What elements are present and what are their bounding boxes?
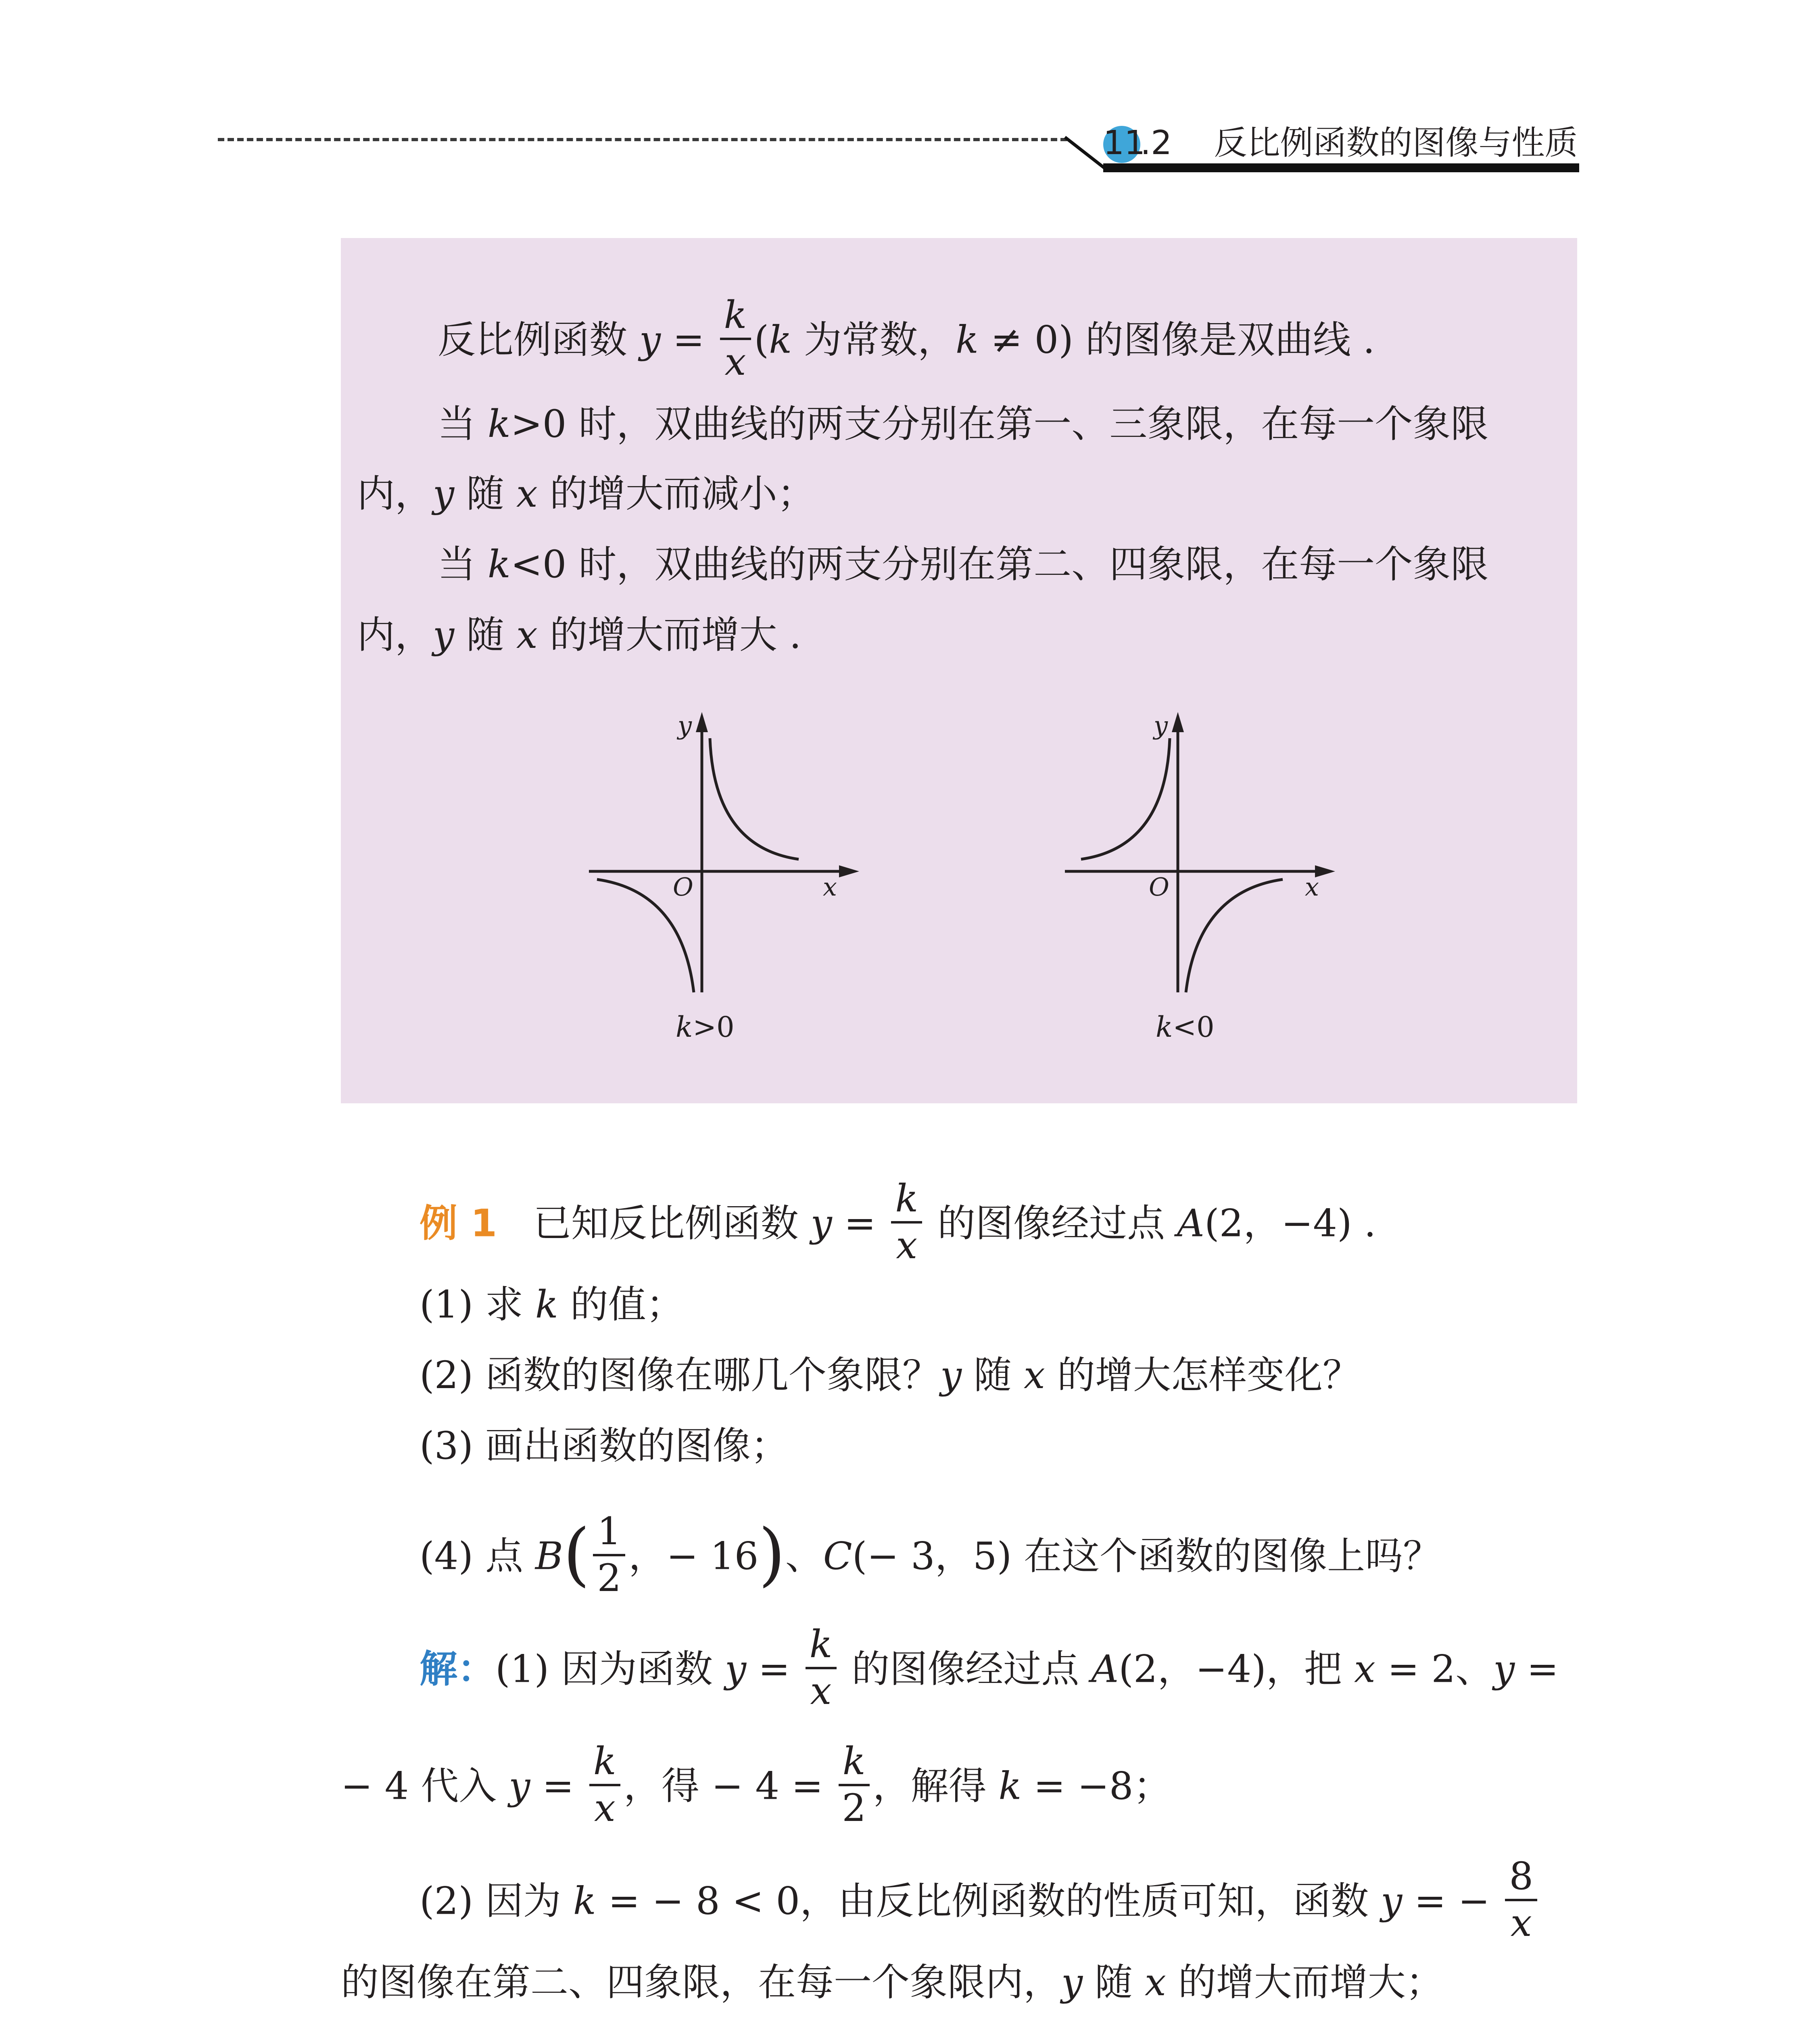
y-axis-label: y [1154, 711, 1168, 740]
x-axis-arrow [839, 865, 859, 877]
fraction-one-half: $\frac{1}{2}$ [593, 1513, 625, 1597]
x-axis-label: x [823, 872, 837, 902]
solution-label: 解： [420, 1647, 496, 1691]
x-axis-label: x [1305, 872, 1319, 902]
origin-label: O [1149, 872, 1169, 902]
fraction-8-over-x: $\frac{8}{x}$ [1505, 1858, 1537, 1942]
fraction-k-over-x: $\frac{k}{x}$ [720, 296, 751, 381]
summary-line-4: 当 k<0 时，双曲线的两支分别在第二、四象限，在每一个象限 [438, 543, 1489, 587]
fraction-k-over-x: $\frac{k}{x}$ [589, 1743, 620, 1827]
example-label: 例 1 [420, 1201, 497, 1246]
section-heading [1103, 119, 1578, 167]
summary-line-5: 内，y 随 x 的增大而增大 . [357, 613, 801, 657]
question-2: (2) 函数的图像在哪几个象限？y 随 x 的增大怎样变化？ [420, 1353, 1361, 1397]
fraction-k-over-x: $\frac{k}{x}$ [806, 1626, 837, 1710]
curve-quadrant-1 [710, 738, 799, 859]
section-number: 11 [1103, 124, 1146, 162]
section-title: 反比例函数的图像与性质 [1214, 124, 1578, 162]
graph-k-positive [581, 710, 871, 1041]
section-suffix: .2 [1140, 124, 1172, 162]
y-axis-label: y [678, 711, 692, 740]
solution-line-3: (2) 因为 k = − 8 < 0，由反比例函数的性质可知，函数 y = − $\frac{8}{x}$ [420, 1862, 1540, 1946]
header-dashed-rule [218, 138, 1067, 141]
summary-line-1: 反比例函数 y = $\frac{k}{x}$ (k 为常数，k ≠ 0) 的图像是双曲线 . [438, 293, 1375, 384]
fraction-k-over-x: $\frac{k}{x}$ [891, 1180, 922, 1265]
graph-caption: k<0 [1156, 1011, 1215, 1041]
graph-k-negative [1057, 710, 1347, 1041]
summary-line-2: 当 k>0 时，双曲线的两支分别在第一、三象限，在每一个象限 [438, 402, 1489, 446]
graph-caption: k>0 [676, 1011, 735, 1041]
solution-line-2: − 4 代入 y = $\frac{k}{x}$ ，得 − 4 = $\frac{k}{2}$ ，解得 k = −8； [341, 1739, 1171, 1830]
question-4: (4) 点 B( $\frac{1}{2}$ ，− 16)、C(− 3，5) 在这个函数的图像上吗？ [420, 1510, 1441, 1600]
y-axis-arrow [1172, 712, 1184, 732]
solution-line-1: 解：(1) 因为函数 y = $\frac{k}{x}$ 的图像经过点 A(2，−4)，把 x = 2、y = [420, 1622, 1559, 1713]
curve-quadrant-2 [1081, 738, 1170, 859]
example-stem: 例 1 已知反比例函数 y = $\frac{k}{x}$ 的图像经过点 A(2，−4) . [420, 1177, 1376, 1267]
question-3: (3) 画出函数的图像； [420, 1424, 789, 1468]
question-1: (1) 求 k 的值； [420, 1283, 684, 1327]
y-axis-arrow [696, 712, 708, 732]
solution-line-4: 的图像在第二、四象限，在每一个象限内，y 随 x 的增大而增大； [341, 1961, 1444, 2004]
curve-quadrant-4 [1186, 879, 1283, 992]
summary-line-3: 内，y 随 x 的增大而减小； [357, 472, 815, 516]
origin-label: O [673, 872, 693, 902]
fraction-k-over-2: $\frac{k}{2}$ [839, 1743, 870, 1827]
